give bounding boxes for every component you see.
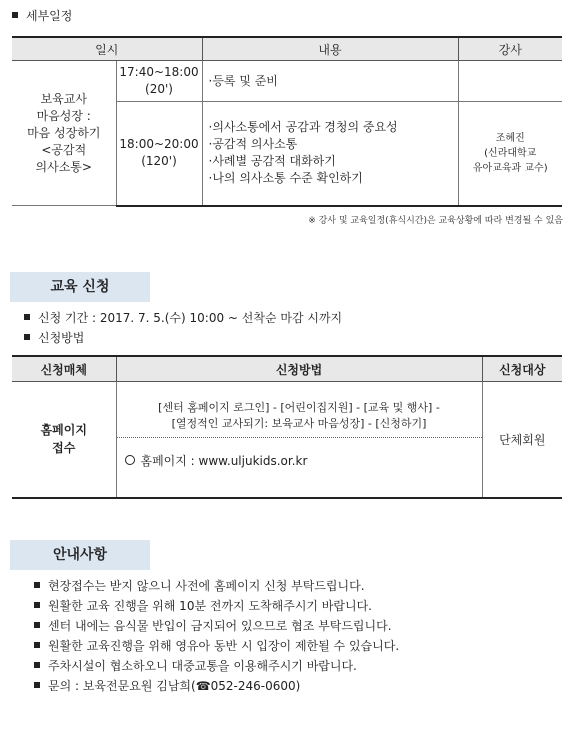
content-cell <box>202 61 458 102</box>
content-item: ·나의 의사소통 수준 확인하기 <box>208 171 363 186</box>
section-title-apply: 교육 신청 <box>10 272 150 302</box>
topic-line: <공감적 <box>41 142 87 157</box>
notice-item-text: 센터 내에는 음식물 반입이 금지되어 있으므로 협조 부탁드립니다. <box>48 619 392 633</box>
bullet-square <box>34 582 40 588</box>
notice-item <box>34 578 365 594</box>
section-title-notice: 안내사항 <box>10 540 150 570</box>
time-cell <box>116 61 202 102</box>
content-item: ·등록 및 준비 <box>208 73 278 88</box>
path-line: [센터 홈페이지 로그인] - [어린이집지원] - [교육 및 행사] - <box>158 401 440 415</box>
apply-period <box>24 310 342 326</box>
medium-line: 접수 <box>52 441 76 456</box>
apply-method-label <box>24 330 84 346</box>
time-duration: (20') <box>145 82 173 96</box>
topic-line: 마음성장 : <box>36 108 91 123</box>
circle-bullet-icon <box>125 455 135 465</box>
bullet-square <box>34 602 40 608</box>
method-cell <box>116 382 482 498</box>
apply-method-text: 신청방법 <box>38 331 85 345</box>
schedule-row <box>12 61 562 102</box>
notice-item <box>34 598 372 614</box>
bullet-square <box>24 334 30 340</box>
header-method: 신청방법 <box>116 356 482 382</box>
instructor-name: 조혜진 <box>495 132 525 144</box>
contact-phone[interactable]: 052-246-0600 <box>210 679 296 693</box>
notice-item <box>34 618 392 634</box>
notice-item-text: 원활한 교육 진행을 위해 10분 전까지 도착해주시기 바랍니다. <box>48 599 372 613</box>
instructor-affiliation: (신라대학교 <box>484 147 537 159</box>
header-medium: 신청매체 <box>12 356 116 382</box>
bullet-square <box>34 622 40 628</box>
header-datetime: 일시 <box>12 37 202 61</box>
notice-item <box>34 638 399 654</box>
header-instructor: 강사 <box>458 37 562 61</box>
bullet-square <box>34 642 40 648</box>
homepage-info <box>117 438 482 484</box>
content-cell <box>202 102 458 206</box>
bullet-square <box>34 682 40 688</box>
schedule-table <box>12 36 562 207</box>
application-path <box>117 394 482 438</box>
notice-contact <box>34 678 300 694</box>
instructor-affiliation: 유아교육과 교수) <box>472 162 548 174</box>
time-cell <box>116 102 202 206</box>
header-content: 내용 <box>202 37 458 61</box>
apply-header-row <box>12 356 562 382</box>
schedule-note: ※ 강사 및 교육일정(휴식시간)은 교육상황에 따라 변경될 수 있음 <box>308 216 563 226</box>
content-item: ·사례별 공감적 대화하기 <box>208 154 336 169</box>
time-range: 18:00~20:00 <box>119 137 199 152</box>
instructor-cell <box>458 102 562 206</box>
schedule-header-row <box>12 37 562 61</box>
contact-suffix: ) <box>295 679 301 693</box>
medium-line: 홈페이지 <box>40 423 87 438</box>
instructor-cell <box>458 61 562 102</box>
program-topic <box>12 61 116 206</box>
time-range: 17:40~18:00 <box>119 65 199 79</box>
content-item: ·공감적 의사소통 <box>208 137 298 152</box>
notice-item <box>34 658 357 674</box>
notice-item-text: 주차시설이 협소하오니 대중교통을 이용해주시기 바랍니다. <box>48 659 357 673</box>
content-item: ·의사소통에서 공감과 경청의 중요성 <box>208 120 398 135</box>
header-target: 신청대상 <box>482 356 562 382</box>
apply-row <box>12 382 562 498</box>
path-line: [열정적인 교사되기: 보육교사 마음성장] - [신청하기] <box>171 417 427 431</box>
homepage-link[interactable]: 홈페이지 : www.uljukids.or.kr <box>140 454 308 469</box>
bullet-square <box>34 662 40 668</box>
notice-item-text: 현장접수는 받지 않으니 사전에 홈페이지 신청 부탁드립니다. <box>48 579 365 593</box>
time-duration: (120') <box>141 154 177 169</box>
bullet-square <box>12 12 18 18</box>
target-cell: 단체회원 <box>482 382 562 498</box>
bullet-square <box>24 314 30 320</box>
schedule-heading <box>12 8 72 24</box>
medium-cell <box>12 382 116 498</box>
topic-line: 마음 성장하기 <box>27 125 101 140</box>
notice-item-text: 원활한 교육진행을 위해 영유아 동반 시 입장이 제한될 수 있습니다. <box>48 639 400 653</box>
schedule-heading-text: 세부일정 <box>26 9 73 23</box>
topic-line: 의사소통> <box>35 159 92 174</box>
apply-table <box>12 355 562 499</box>
phone-icon: ☎ <box>195 679 211 693</box>
contact-prefix: 문의 : 보육전문요원 김남희( <box>48 679 196 693</box>
apply-period-text: 신청 기간 : 2017. 7. 5.(수) 10:00 ~ 선착순 마감 시까지 <box>38 311 343 325</box>
topic-line: 보육교사 <box>40 91 87 106</box>
